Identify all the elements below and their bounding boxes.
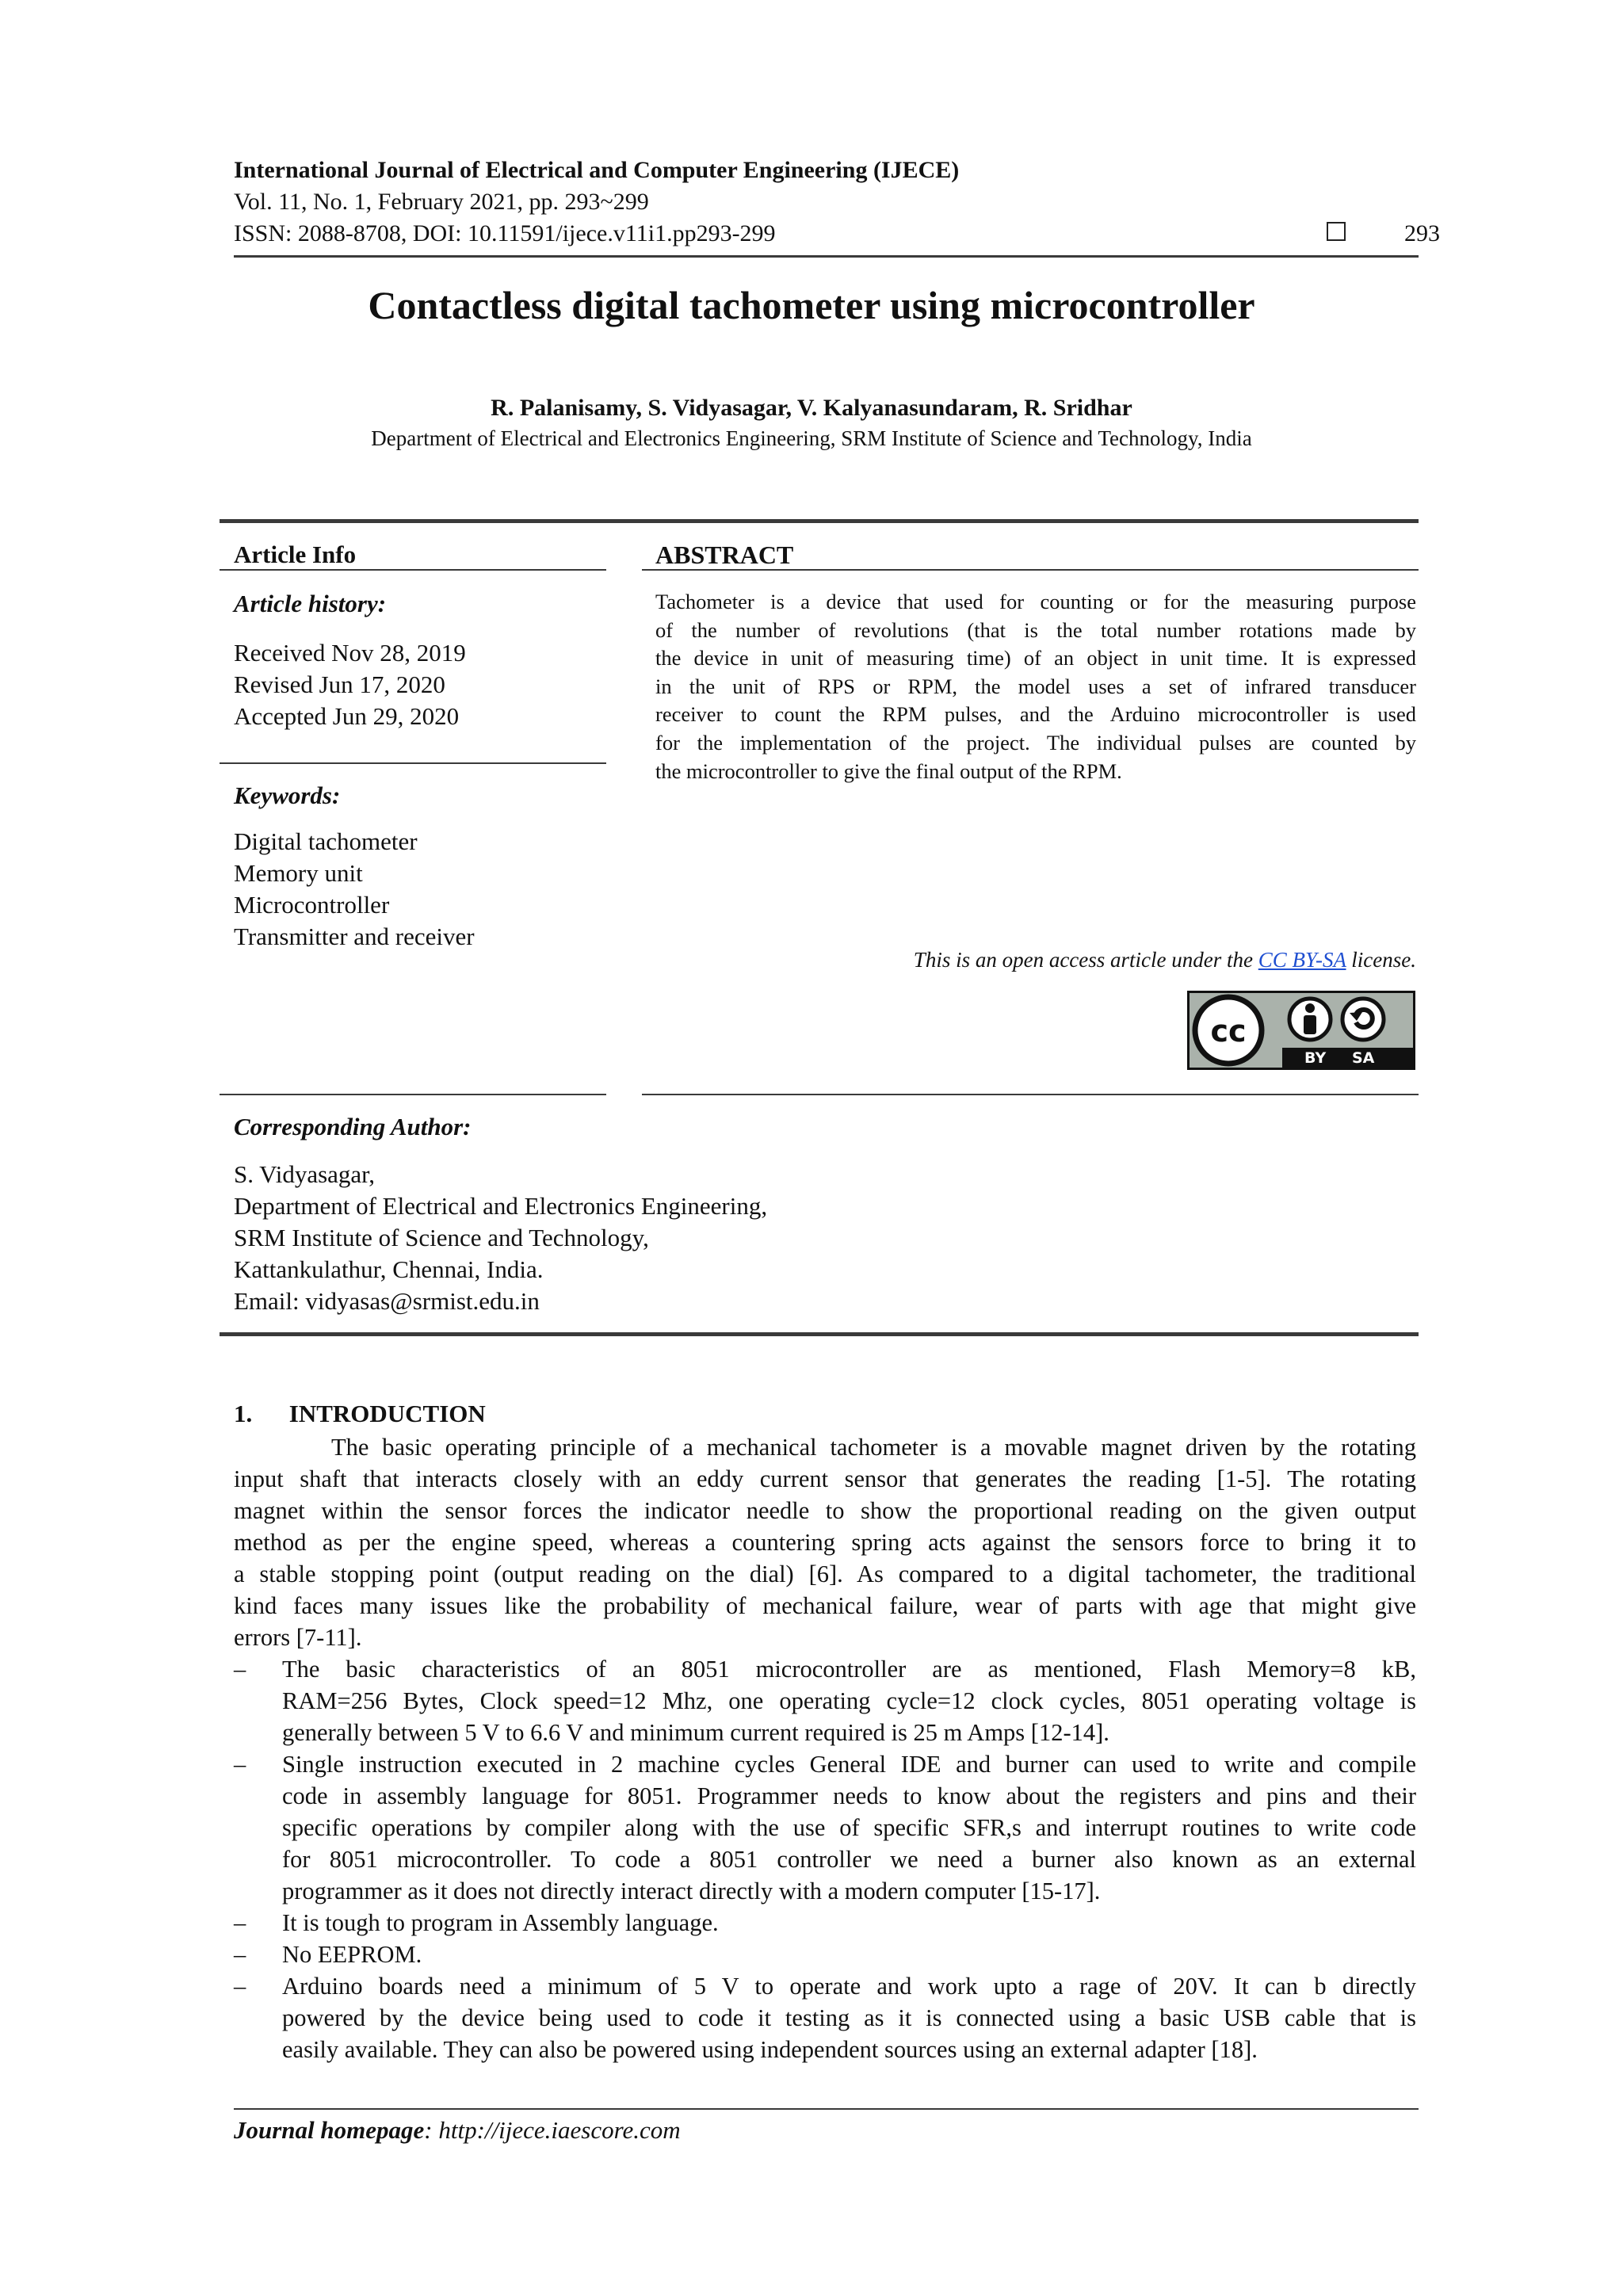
- license-prefix: This is an open access article under the: [913, 948, 1258, 972]
- paragraph-line: The basic operating principle of a mechanical tachometer is a movable magnet driven by the rotating: [331, 1434, 1416, 1461]
- paragraph-line: a stable stopping point (output reading on the dial) [6]. As compared to a digital tachometer, the traditional: [234, 1561, 1416, 1587]
- volume-info: Vol. 11, No. 1, February 2021, pp. 293~299: [234, 189, 649, 215]
- page-number: 293: [1404, 220, 1440, 246]
- keywords-list: [234, 826, 475, 953]
- bullet-line: Single instruction executed in 2 machine cycles General IDE and burner can used to write and compile: [282, 1751, 1416, 1778]
- bullet-line: Arduino boards need a minimum of 5 V to operate and work upto a rage of 20V. It can b directly: [282, 1973, 1416, 2000]
- paragraph-line: errors [7-11].: [234, 1624, 362, 1651]
- accepted-date: Accepted Jun 29, 2020: [234, 702, 460, 730]
- bullet-line: generally between 5 V to 6.6 V and minimum current required is 25 m Amps [12-14].: [282, 1719, 1109, 1746]
- bullet-line: code in assembly language for 8051. Programmer needs to know about the registers and pins and their: [282, 1782, 1416, 1809]
- bullet-item: [282, 1907, 1416, 1939]
- license-suffix: license.: [1346, 948, 1416, 972]
- bullet-dash: –: [234, 1973, 246, 2000]
- bullet-line: programmer as it does not directly interact directly with a modern computer [15-17].: [282, 1878, 1101, 1904]
- history-rule: [220, 762, 606, 764]
- paragraph-line: kind faces many issues like the probability of mechanical failure, wear of parts with age that might give: [234, 1592, 1416, 1619]
- keyword: Memory unit: [234, 859, 363, 887]
- corresponding-line: Email: vidyasas@srmist.edu.in: [234, 1287, 540, 1315]
- intro-paragraph: [234, 1431, 1416, 1653]
- revised-date: Revised Jun 17, 2020: [234, 670, 445, 698]
- corresponding-label: Corresponding Author:: [234, 1113, 472, 1140]
- keyword: Microcontroller: [234, 891, 390, 919]
- cc-by-sa-badge: [1187, 991, 1415, 1070]
- issn-doi: ISSN: 2088-8708, DOI: 10.11591/ijece.v11i1.pp293-299: [234, 220, 776, 246]
- checkbox-square-icon: [1327, 222, 1346, 241]
- paragraph-line: method as per the engine speed, whereas a countering spring acts against the sensors force to bring it to: [234, 1529, 1416, 1556]
- history-label: Article history:: [234, 590, 387, 617]
- bullet-item: [282, 1939, 1416, 1970]
- abstract-line: of the number of revolutions (that is the total number rotations made by: [655, 617, 1416, 642]
- corresponding-line: Kattankulathur, Chennai, India.: [234, 1255, 544, 1283]
- paper-title: Contactless digital tachometer using microcontroller: [368, 283, 1255, 327]
- abstract-rule: [642, 569, 1419, 571]
- bullet-line: No EEPROM.: [282, 1941, 422, 1968]
- paragraph-line: magnet within the sensor forces the indicator needle to show the proportional reading on the given output: [234, 1497, 1416, 1524]
- info-left-bottom-rule: [220, 1094, 606, 1095]
- svg-text:cc: cc: [1210, 1014, 1247, 1049]
- open-access-note: [655, 948, 1416, 972]
- journal-name: International Journal of Electrical and Computer Engineering (IJECE): [234, 157, 960, 183]
- abstract-line: for the implementation of the project. The individual pulses are counted by: [655, 730, 1416, 755]
- info-box-bottom-rule: [220, 1332, 1419, 1336]
- affiliation: Department of Electrical and Electronics Engineering, SRM Institute of Science and Technology, India: [371, 426, 1252, 450]
- bullet-item: [282, 1748, 1416, 1907]
- abstract-heading: ABSTRACT: [655, 541, 794, 569]
- abstract-line: Tachometer is a device that used for counting or for the measuring purpose: [655, 590, 1416, 613]
- bullet-dash: –: [234, 1751, 246, 1778]
- abstract-line: in the unit of RPS or RPM, the model uses a set of infrared transducer: [655, 674, 1416, 698]
- keyword: Digital tachometer: [234, 827, 418, 855]
- corresponding-details: [234, 1159, 767, 1317]
- keywords-label: Keywords:: [234, 781, 341, 809]
- article-info-rule: [220, 569, 606, 571]
- bullet-line: easily available. They can also be powered using independent sources using an external adapter [18].: [282, 2036, 1258, 2063]
- abstract-line: the device in unit of measuring time) of an object in unit time. It is expressed: [655, 646, 1416, 670]
- info-box-top-rule: [220, 519, 1419, 523]
- article-info-heading: Article Info: [234, 541, 357, 568]
- section-heading-introduction: 1. INTRODUCTION: [234, 1400, 486, 1427]
- received-date: Received Nov 28, 2019: [234, 639, 466, 667]
- bullet-dash: –: [234, 1941, 246, 1968]
- corresponding-line: Department of Electrical and Electronics Engineering,: [234, 1192, 768, 1220]
- bullet-item: [282, 1970, 1416, 2065]
- abstract-line: receiver to count the RPM pulses, and the Arduino microcontroller is used: [655, 702, 1416, 727]
- homepage-label: Journal homepage: [234, 2116, 425, 2144]
- bullet-line: It is tough to program in Assembly language.: [282, 1909, 719, 1936]
- abstract-line: the microcontroller to give the final output of the RPM.: [655, 758, 1122, 783]
- footer-rule: [234, 2108, 1419, 2110]
- bullet-dash: –: [234, 1656, 246, 1683]
- header-rule: [234, 255, 1419, 258]
- homepage-url[interactable]: : http://ijece.iaescore.com: [424, 2116, 681, 2144]
- bullet-line: RAM=256 Bytes, Clock speed=12 Mhz, one operating cycle=12 clock cycles, 8051 operating voltage is: [282, 1687, 1416, 1714]
- bullet-item: [282, 1653, 1416, 1748]
- cc-logo-icon: [1187, 991, 1415, 1070]
- cc-by-sa-link[interactable]: CC BY-SA: [1258, 948, 1346, 972]
- corresponding-line: SRM Institute of Science and Technology,: [234, 1224, 649, 1251]
- info-right-bottom-rule: [642, 1094, 1419, 1095]
- bullet-line: powered by the device being used to code it testing as it is connected using a basic USB cable that is: [282, 2004, 1416, 2031]
- bullet-line: The basic characteristics of an 8051 microcontroller are as mentioned, Flash Memory=8 kB,: [282, 1656, 1416, 1683]
- journal-homepage: [234, 2116, 681, 2145]
- bullet-dash: –: [234, 1909, 246, 1936]
- badge-by-label: BY: [1304, 1049, 1327, 1067]
- bullet-line: for 8051 microcontroller. To code a 8051 controller we need a burner also known as an external: [282, 1846, 1416, 1873]
- badge-sa-label: SA: [1352, 1049, 1375, 1067]
- paragraph-line: input shaft that interacts closely with an eddy current sensor that generates the reading [1-5]. The rotating: [234, 1465, 1416, 1492]
- abstract-body: [655, 588, 1416, 785]
- keyword: Transmitter and receiver: [234, 923, 475, 950]
- authors: R. Palanisamy, S. Vidyasagar, V. Kalyanasundaram, R. Sridhar: [491, 395, 1132, 421]
- corresponding-line: S. Vidyasagar,: [234, 1160, 375, 1188]
- bullet-line: specific operations by compiler along with the use of specific SFR,s and interrupt routines to write code: [282, 1814, 1416, 1841]
